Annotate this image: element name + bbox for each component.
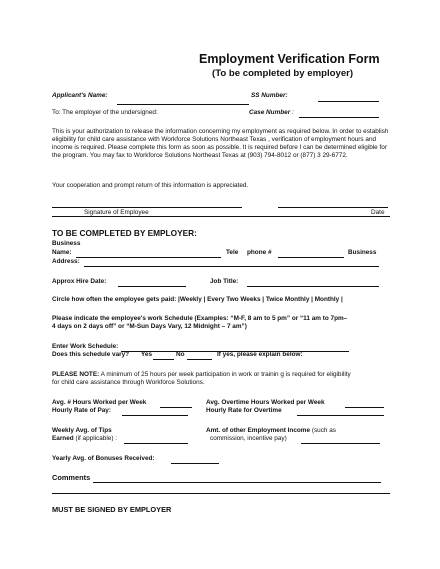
signature-of-employee-label: Signature of Employee bbox=[84, 209, 149, 216]
if-yes-explain-label: If yes, please explain below: bbox=[217, 351, 303, 358]
hourly-rate-field[interactable] bbox=[122, 415, 188, 416]
schedule-vary-question: Does this schedule vary? bbox=[52, 351, 130, 358]
job-title-field[interactable] bbox=[247, 286, 379, 287]
form-subtitle: (To be completed by employer) bbox=[212, 68, 354, 79]
to-employer-label: To: The employer of the undersigned: bbox=[52, 109, 158, 116]
pay-frequency-options[interactable]: Circle how often the employee gets paid: |Weekly | Every Two Weeks | Twice Monthly | Monthly | bbox=[52, 296, 343, 303]
weekly-tips-label: Weekly Avg. of Tips bbox=[52, 427, 112, 434]
business-address-field[interactable] bbox=[84, 266, 379, 267]
avg-hours-label: Avg. # Hours Worked per Week bbox=[52, 399, 147, 406]
case-number-field[interactable] bbox=[299, 117, 379, 118]
please-note-text-2: for child care assistance through Workforce Solutions. bbox=[52, 379, 205, 386]
ss-number-label: SS Number: bbox=[251, 92, 288, 99]
yes-label: Yes bbox=[141, 351, 153, 358]
hire-date-field[interactable] bbox=[118, 286, 186, 287]
please-note-text: PLEASE NOTE: A minimum of 25 hours per week participation in work or trainin g is required for eligibility bbox=[52, 371, 351, 378]
earned-label: Earned (if applicable) : bbox=[52, 435, 118, 442]
employer-section-heading: TO BE COMPLETED BY EMPLOYER: bbox=[52, 228, 197, 238]
applicant-name-field[interactable] bbox=[117, 104, 249, 105]
tele-label: Tele bbox=[226, 249, 239, 256]
yes-field[interactable] bbox=[153, 359, 174, 360]
other-income-label: Amt. of other Employment Income (such as bbox=[206, 427, 336, 434]
hourly-rate-label: Hourly Rate of Pay: bbox=[52, 407, 111, 414]
employee-signature-field[interactable] bbox=[52, 207, 242, 208]
other-income-field[interactable] bbox=[301, 443, 380, 444]
business-name-field[interactable] bbox=[76, 257, 221, 258]
avg-overtime-label: Avg. Overtime Hours Worked per Week bbox=[206, 399, 325, 406]
avg-overtime-field[interactable] bbox=[345, 407, 384, 408]
tips-earned-field[interactable] bbox=[124, 443, 188, 444]
authorization-paragraph: This is your authorization to release the information concerning my employment as required below. In order to establish eligibility for child care assistance with Workforce Solutions Northeast Texas , verification of employment hours and income is required. Please complete this form as soon as possible. It is required before I can be determined eligible for the program. You may fax to Workforce Solutions Northeast Texas at (903) 794-8012 or (877) 3 29-6772. bbox=[52, 128, 389, 159]
comments-field[interactable] bbox=[93, 482, 381, 483]
cooperation-text: Your cooperation and prompt return of this information is appreciated. bbox=[52, 182, 249, 189]
signature-date-field[interactable] bbox=[278, 207, 388, 208]
comments-label: Comments bbox=[52, 473, 91, 482]
hourly-overtime-label: Hourly Rate for Overtime bbox=[206, 407, 282, 414]
form-title: Employment Verification Form bbox=[199, 52, 380, 66]
business-label-2: Business bbox=[348, 249, 377, 256]
applicant-name-label: Applicant's Name: bbox=[52, 92, 108, 99]
bonuses-field[interactable] bbox=[171, 463, 219, 464]
address-label: Address: bbox=[52, 258, 80, 265]
no-field[interactable] bbox=[187, 359, 212, 360]
comments-divider bbox=[52, 493, 390, 494]
job-title-label: Job Title: bbox=[210, 278, 239, 285]
business-name-label: Name: bbox=[52, 249, 72, 256]
avg-hours-field[interactable] bbox=[160, 407, 192, 408]
business-label: Business bbox=[52, 240, 81, 247]
bonuses-label: Yearly Avg. of Bonuses Received: bbox=[52, 455, 155, 462]
date-label: Date bbox=[371, 209, 385, 216]
schedule-instructions-line2: 4 days on 2 days off” or “M-Sun Days Vary, 12 Midnight – 7 am”) bbox=[52, 323, 247, 330]
schedule-instructions-line1: Please indicate the employee's work Schedule (Examples: “M-F, 8 am to 5 pm” or “11 am to 7pm– bbox=[52, 315, 348, 322]
must-be-signed-notice: MUST BE SIGNED BY EMPLOYER bbox=[52, 505, 172, 514]
ss-number-field[interactable] bbox=[318, 101, 379, 102]
phone-field[interactable] bbox=[278, 257, 344, 258]
case-number-label: Case Number : bbox=[249, 109, 294, 116]
other-income-examples: commission, incentive pay) bbox=[210, 435, 287, 442]
enter-schedule-label: Enter Work Schedule: bbox=[52, 343, 119, 350]
hourly-overtime-field[interactable] bbox=[297, 415, 384, 416]
no-label: No bbox=[176, 351, 185, 358]
hire-date-label: Approx Hire Date: bbox=[52, 278, 107, 285]
phone-label: phone # bbox=[247, 249, 272, 256]
